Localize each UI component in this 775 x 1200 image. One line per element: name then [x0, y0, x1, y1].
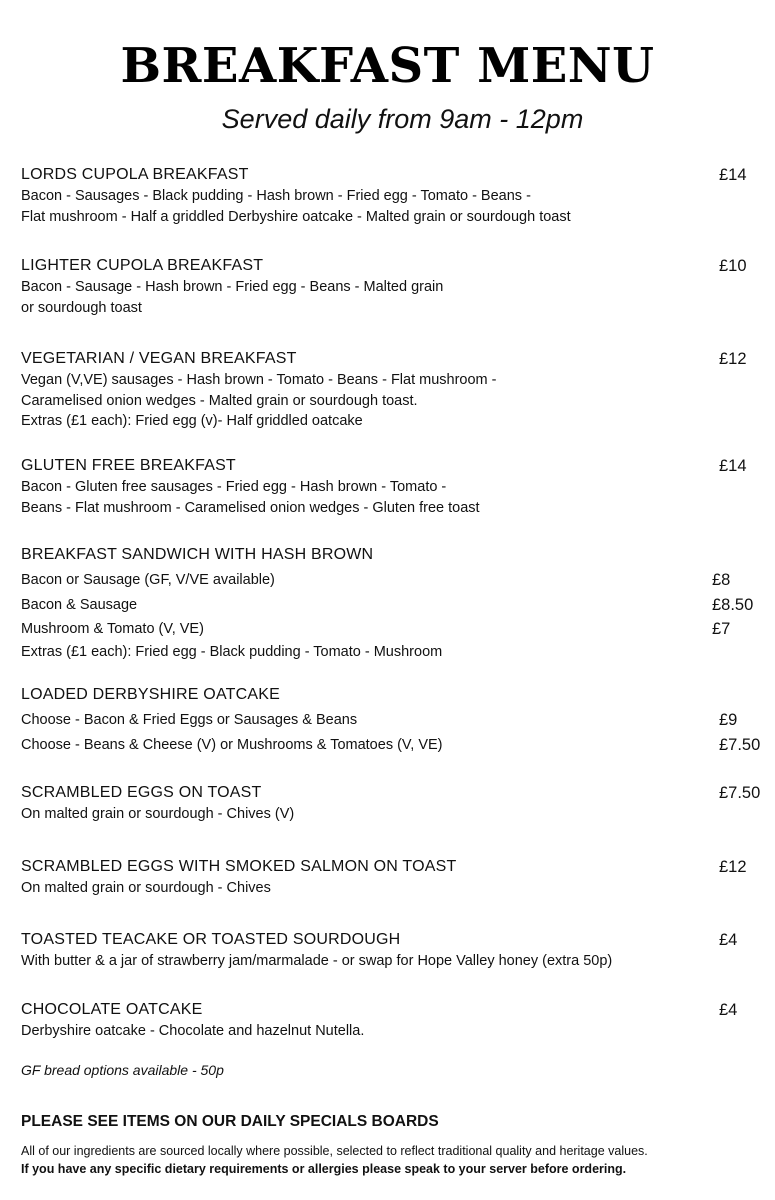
item-desc-line: Caramelised onion wedges - Malted grain or sourdough toast. — [21, 392, 418, 409]
menu-item-gluten-free — [21, 455, 766, 518]
menu-item-scrambled-eggs — [21, 782, 766, 825]
item-price: £4 — [719, 1001, 738, 1019]
item-price: £4 — [719, 931, 738, 949]
menu-item-lighter-cupola — [21, 255, 766, 318]
item-desc-line: Bacon - Sausage - Hash brown - Fried egg - Beans - Malted grain — [21, 279, 444, 295]
item-price: £12 — [719, 858, 747, 876]
item-price: £14 — [719, 457, 747, 475]
item-price: £12 — [719, 350, 747, 368]
option-label: Choose - Bacon & Fried Eggs or Sausages & Beans — [21, 712, 358, 728]
option-label: Choose - Beans & Cheese (V) or Mushrooms & Tomatoes (V, VE) — [21, 736, 443, 753]
sourcing-statement: All of our ingredients are sourced locally where possible, selected to reflect traditional quality and heritage values. — [21, 1144, 648, 1158]
option-price: £7.50 — [719, 735, 761, 754]
item-desc-line: Vegan (V,VE) sausages - Hash brown - Tomato - Beans - Flat mushroom - — [21, 372, 497, 388]
menu-item-lords-cupola — [21, 164, 766, 227]
option-price: £7 — [712, 620, 731, 638]
menu-item-loaded-oatcake — [21, 684, 766, 757]
item-desc-line: or sourdough toast — [21, 299, 142, 316]
option-price: £9 — [719, 711, 738, 729]
item-price: £14 — [719, 166, 747, 184]
gf-bread-note: GF bread options available - 50p — [21, 1062, 224, 1078]
item-desc-line: On malted grain or sourdough - Chives (V) — [21, 806, 295, 822]
allergy-notice: If you have any specific dietary requirements or allergies please speak to your server before ordering. — [21, 1162, 627, 1176]
item-desc-line: With butter & a jar of strawberry jam/marmalade - or swap for Hope Valley honey (extra 50p) — [21, 953, 613, 969]
menu-item-chocolate-oatcake — [21, 999, 766, 1042]
item-extras: Extras (£1 each): Fried egg - Black pudding - Tomato - Mushroom — [21, 643, 443, 660]
item-price: £10 — [719, 257, 747, 275]
item-option-row — [21, 733, 766, 758]
item-desc-line: Flat mushroom - Half a griddled Derbyshire oatcake - Malted grain or sourdough toast — [21, 208, 571, 225]
menu-item-teacake — [21, 929, 766, 972]
item-name: TOASTED TEACAKE OR TOASTED SOURDOUGH — [21, 931, 401, 948]
item-name: GLUTEN FREE BREAKFAST — [21, 457, 236, 474]
item-name: CHOCOLATE OATCAKE — [21, 1001, 203, 1018]
item-desc-line: Extras (£1 each): Fried egg (v)- Half griddled oatcake — [21, 413, 363, 429]
menu-item-scrambled-eggs-salmon — [21, 856, 766, 899]
item-option-row — [21, 708, 766, 733]
item-desc-line: Bacon - Gluten free sausages - Fried egg - Hash brown - Tomato - — [21, 479, 447, 495]
option-label: Bacon & Sausage — [21, 596, 138, 613]
menu-item-breakfast-sandwich — [21, 544, 766, 662]
menu-item-vegetarian-vegan — [21, 348, 766, 432]
option-price: £8 — [712, 571, 731, 589]
item-option-row — [21, 617, 766, 642]
page-title: BREAKFAST MENU — [120, 38, 655, 94]
page-subtitle: Served daily from 9am - 12pm — [221, 104, 584, 134]
item-desc-line: Derbyshire oatcake - Chocolate and hazelnut Nutella. — [21, 1023, 365, 1039]
option-price: £8.50 — [712, 595, 754, 614]
item-option-row — [21, 568, 766, 593]
item-name: LIGHTER CUPOLA BREAKFAST — [21, 257, 264, 274]
item-name: BREAKFAST SANDWICH WITH HASH BROWN — [21, 546, 374, 563]
item-option-row — [21, 593, 766, 618]
item-name: SCRAMBLED EGGS WITH SMOKED SALMON ON TOAST — [21, 858, 457, 875]
item-desc-line: Beans - Flat mushroom - Caramelised onion wedges - Gluten free toast — [21, 499, 480, 516]
item-desc-line: Bacon - Sausages - Black pudding - Hash brown - Fried egg - Tomato - Beans - — [21, 188, 531, 204]
item-price: £7.50 — [719, 784, 761, 802]
option-label: Bacon or Sausage (GF, V/VE available) — [21, 572, 275, 588]
specials-heading: PLEASE SEE ITEMS ON OUR DAILY SPECIALS BOARDS — [21, 1113, 439, 1130]
item-name: VEGETARIAN / VEGAN BREAKFAST — [21, 350, 297, 367]
item-name: LORDS CUPOLA BREAKFAST — [21, 166, 249, 183]
item-desc-line: On malted grain or sourdough - Chives — [21, 880, 271, 896]
item-name: LOADED DERBYSHIRE OATCAKE — [21, 686, 280, 703]
item-name: SCRAMBLED EGGS ON TOAST — [21, 784, 262, 801]
option-label: Mushroom & Tomato (V, VE) — [21, 621, 204, 637]
